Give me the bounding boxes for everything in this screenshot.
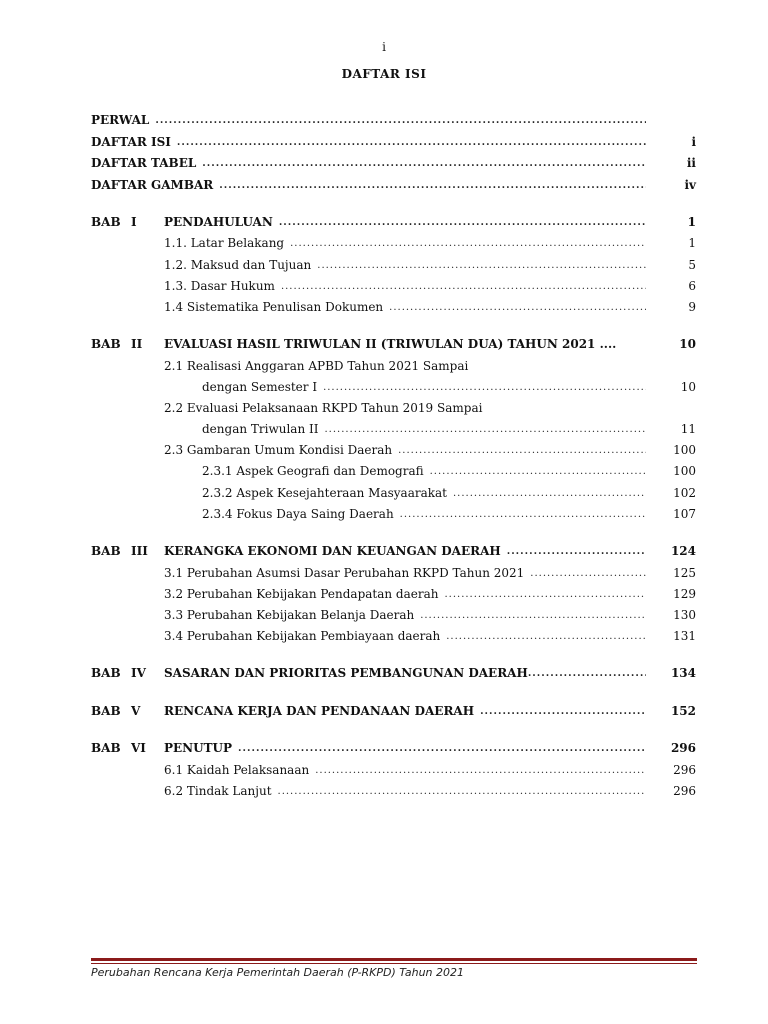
section-title: 3.4 Perubahan Kebijakan Pembiayaan daerah [164,629,441,643]
leader-dots [453,488,646,499]
footer-rule-thick [91,958,697,961]
toc-entry-page: 152 [670,704,696,718]
section-title: 1.4 Sistematika Penulisan Dokumen [164,300,384,314]
section-title: 1.3. Dasar Hukum [164,279,275,293]
leader-dots [507,546,646,557]
leader-dots [530,568,646,579]
page-number: i [382,40,386,54]
toc-chapter-4[interactable] [164,664,646,682]
leader-dots [444,589,646,600]
toc-section-continuation[interactable] [202,420,646,438]
toc-entry-page: 296 [673,763,696,777]
toc-entry-page: 1 [687,215,696,229]
leader-dots [219,180,646,191]
toc-section[interactable] [164,761,646,779]
toc-entry-page: 102 [673,486,696,500]
leader-dots [430,466,646,477]
toc-entry-page: 6 [688,279,696,293]
section-title: 6.1 Kaidah Pelaksanaan [164,763,310,777]
toc-entry-page: 125 [673,566,696,580]
chapter-number: BAB III [91,544,148,558]
toc-entry-page: 100 [673,464,696,478]
toc-entry-page [636,111,696,129]
chapter-title: SASARAN DAN PRIORITAS PEMBANGUNAN DAERAH [164,666,528,680]
toc-entry-page: 100 [673,443,696,457]
toc-section[interactable] [164,782,646,800]
section-title-continuation: dengan Semester I [202,380,318,394]
toc-entry-label: PERWAL [91,113,150,127]
leader-dots [238,743,646,754]
toc-entry-daftar-gambar[interactable] [91,176,646,194]
leader-dots [177,137,646,148]
page-title: DAFTAR ISI [341,67,427,81]
toc-entry-page: 134 [670,666,696,680]
toc-entry-page: 9 [688,300,696,314]
chapter-title: PENDAHULUAN [164,215,273,229]
toc-section[interactable] [164,564,646,582]
section-title-continuation: dengan Triwulan II [202,422,319,436]
leader-dots [323,382,646,393]
toc-section[interactable] [164,277,646,295]
chapter-number: BAB I [91,215,137,229]
leader-dots [324,424,646,435]
section-title: 6.2 Tindak Lanjut [164,784,272,798]
toc-chapter-1[interactable] [164,213,646,231]
section-title: 2.2 Evaluasi Pelaksanaan RKPD Tahun 2019 Sampai [164,401,483,415]
toc-section[interactable] [164,234,646,252]
chapter-title: EVALUASI HASIL TRIWULAN II (TRIWULAN DUA) TAHUN 2021 .... [164,337,617,351]
toc-entry-label: DAFTAR TABEL [91,156,197,170]
chapter-number: BAB VI [91,741,146,755]
toc-entry-daftar-isi[interactable] [91,133,646,151]
section-title: 3.3 Perubahan Kebijakan Belanja Daerah [164,608,415,622]
toc-subsection[interactable] [202,462,646,480]
subsection-title: 2.3.4 Fokus Daya Saing Daerah [202,507,394,521]
toc-section[interactable] [164,585,646,603]
toc-entry-daftar-tabel[interactable] [91,154,646,172]
section-title: 1.2. Maksud dan Tujuan [164,258,312,272]
footer-text: Perubahan Rencana Kerja Pemerintah Daerah (P-RKPD) Tahun 2021 [91,966,465,979]
chapter-title: KERANGKA EKONOMI DAN KEUANGAN DAERAH [164,544,501,558]
chapter-number: BAB V [91,704,141,718]
toc-subsection[interactable] [202,484,646,502]
chapter-title: RENCANA KERJA DAN PENDANAAN DAERAH [164,704,475,718]
leader-dots [202,158,646,169]
chapter-title: PENUTUP [164,741,233,755]
toc-entry-page: i [691,135,696,149]
leader-dots [420,610,646,621]
leader-dots [398,445,646,456]
toc-section[interactable] [164,627,646,645]
toc-entry-page: 130 [673,608,696,622]
toc-entry-page: 5 [688,258,696,272]
leader-dots [389,302,646,313]
subsection-title: 2.3.1 Aspek Geografi dan Demografi [202,464,424,478]
toc-entry-page: 124 [670,544,696,558]
leader-dots [317,260,646,271]
toc-entry-page: 10 [679,337,696,351]
leader-dots [480,706,646,717]
toc-entry-page: 129 [673,587,696,601]
leader-dots [155,115,646,126]
toc-entry-page: 296 [673,784,696,798]
section-title: 2.1 Realisasi Anggaran APBD Tahun 2021 Sampai [164,359,469,373]
toc-entry-label: DAFTAR GAMBAR [91,178,214,192]
toc-chapter-2[interactable] [164,335,646,353]
toc-section-continuation[interactable] [202,378,646,396]
leader-dots [315,765,646,776]
toc-entry-page: 1 [688,236,696,250]
leader-dots [400,509,646,520]
toc-section[interactable] [164,441,646,459]
footer-rule-thin [91,963,697,964]
leader-dots [281,281,646,292]
toc-entry-label: DAFTAR ISI [91,135,171,149]
toc-section[interactable] [164,399,646,417]
leader-dots [279,217,646,228]
toc-entry-page: ii [686,156,696,170]
toc-section[interactable] [164,256,646,274]
toc-chapter-5[interactable] [164,702,646,720]
toc-section[interactable] [164,298,646,316]
toc-chapter-3[interactable] [164,542,646,560]
toc-entry-page: 11 [680,422,696,436]
toc-section[interactable] [164,606,646,624]
toc-entry-page: 131 [673,629,696,643]
section-title: 2.3 Gambaran Umum Kondisi Daerah [164,443,393,457]
toc-entry-page: 10 [680,380,696,394]
section-title: 3.1 Perubahan Asumsi Dasar Perubahan RKPD Tahun 2021 [164,566,525,580]
toc-subsection[interactable] [202,505,646,523]
toc-entry-page: 107 [673,507,696,521]
leader-dots [446,631,646,642]
leader-dots [528,668,646,679]
section-title: 3.2 Perubahan Kebijakan Pendapatan daerah [164,587,439,601]
leader-dots [278,786,646,797]
toc-chapter-6[interactable] [164,739,646,757]
section-title: 1.1. Latar Belakang [164,236,285,250]
chapter-number: BAB IV [91,666,146,680]
toc-entry-page: 296 [670,741,696,755]
toc-entry-perwal[interactable] [91,111,646,129]
chapter-number: BAB II [91,337,143,351]
leader-dots [290,238,646,249]
toc-section[interactable] [164,357,646,375]
toc-entry-page: iv [684,178,696,192]
subsection-title: 2.3.2 Aspek Kesejahteraan Masyaarakat [202,486,447,500]
